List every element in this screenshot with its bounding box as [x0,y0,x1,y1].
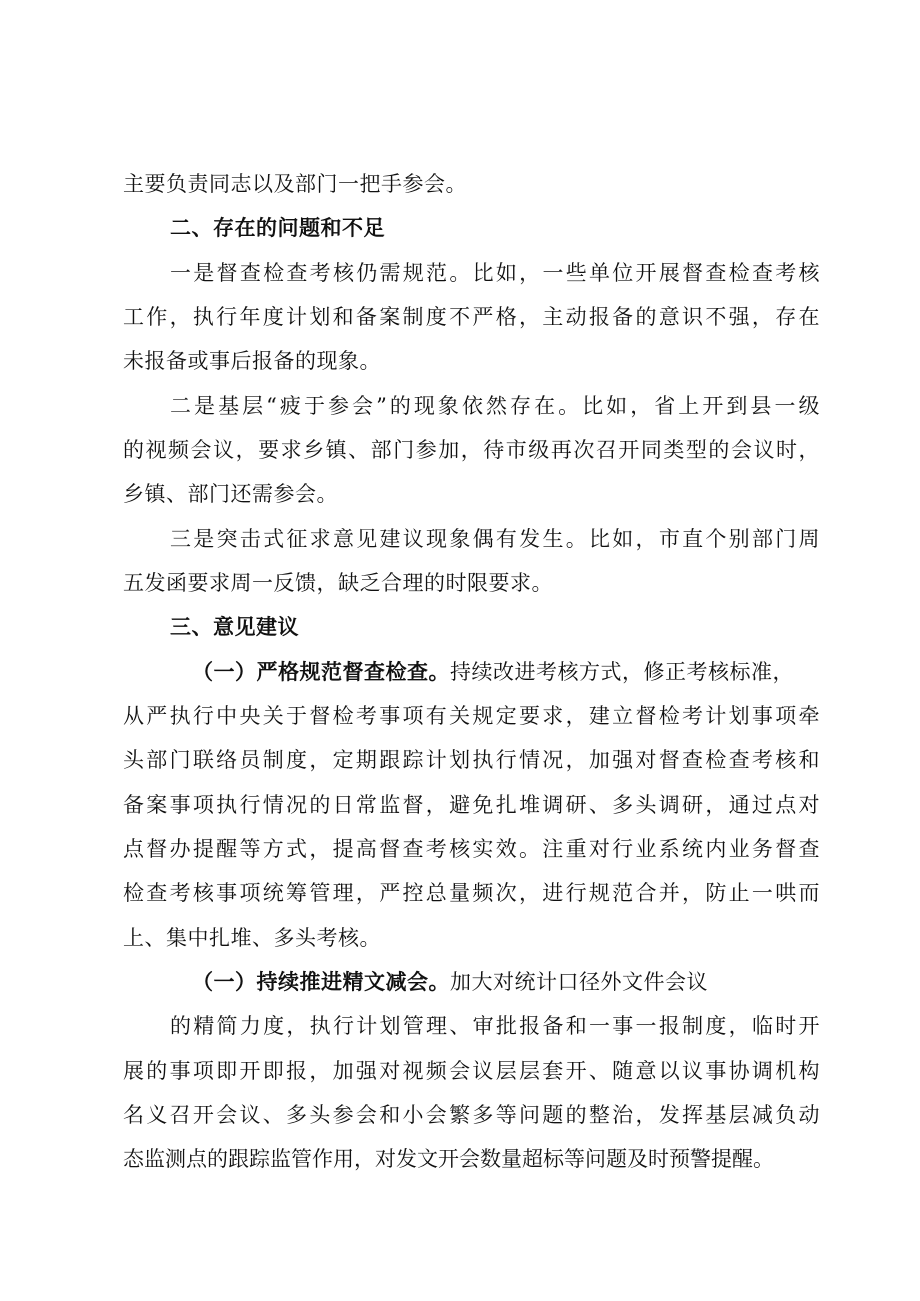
section-heading-problems: 二、存在的问题和不足 [170,216,385,240]
paragraph-line: 的视频会议，要求乡镇、部门参加，待市级再次召开同类型的会议时， [123,438,820,462]
paragraph-line: 工作，执行年度计划和备案制度不严格，主动报备的意识不强，存在 [123,305,820,329]
paragraph-line: 检查考核事项统筹管理，严控总量频次，进行规范合并，防止一哄而 [123,881,820,905]
paragraph-line: 一是督查检查考核仍需规范。比如，一些单位开展督查检查考核 [170,261,820,285]
paragraph-line: 点督办提醒等方式，提高督查考核实效。注重对行业系统内业务督查 [123,837,820,861]
paragraph-line-with-lead [192,657,820,687]
paragraph-line-with-lead [192,967,820,997]
bold-lead-text: （一）持续推进精文减会。 [192,969,450,994]
paragraph-line: 从严执行中央关于督检考事项有关规定要求，建立督检考计划事项牵 [123,704,820,728]
paragraph-line: 未报备或事后报备的现象。 [123,349,381,373]
paragraph-line: 态监测点的跟踪监管作用，对发文开会数量超标等问题及时预警提醒。 [123,1147,774,1171]
lead-rest-text: 加大对统计口径外文件会议 [450,970,708,994]
paragraph-line: 的精简力度，执行计划管理、审批报备和一事一报制度，临时开 [170,1014,820,1038]
lead-rest-text: 持续改进考核方式，修正考核标准， [450,660,794,684]
paragraph-line: 名义召开会议、多头参会和小会繁多等问题的整治，发挥基层减负动 [123,1103,820,1127]
paragraph-line: 乡镇、部门还需参会。 [123,482,338,506]
section-heading-suggestions: 三、意见建议 [170,615,299,639]
paragraph-line: 上、集中扎堆、多头考核。 [123,926,381,950]
bold-lead-text: （一）严格规范督查检查。 [192,659,450,684]
paragraph-line: 头部门联络员制度，定期跟踪计划执行情况，加强对督查检查考核和 [123,748,820,772]
paragraph-line: 二是基层“疲于参会”的现象依然存在。比如，省上开到县一级 [170,394,820,418]
paragraph-line: 备案事项执行情况的日常监督，避免扎堆调研、多头调研，通过点对 [123,793,820,817]
paragraph-line: 主要负责同志以及部门一把手参会。 [123,172,467,196]
paragraph-line: 三是突击式征求意见建议现象偶有发生。比如，市直个别部门周 [170,527,820,551]
paragraph-line: 展的事项即开即报，加强对视频会议层层套开、随意以议事协调机构 [123,1059,820,1083]
paragraph-line: 五发函要求周一反馈，缺乏合理的时限要求。 [123,571,553,595]
